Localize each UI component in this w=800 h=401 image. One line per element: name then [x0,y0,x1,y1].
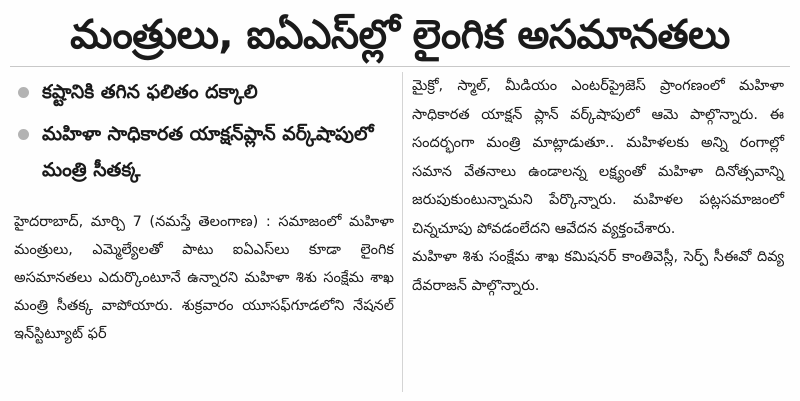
bullet-text: కష్టానికి తగిన ఫలితం దక్కాలి [42,81,258,103]
headline-divider [10,66,790,67]
right-column [412,72,784,300]
article-body-left: హైదరాబాద్, మార్చి 7 (నమస్తే తెలంగాణ) : సమాజంలో మహిళా మంత్రులు, ఎమ్మెల్యేలతో పాటు ఐఏఎస్‌లు కూడా లైంగిక అసమానతలు ఎదుర్కొంటూనే ఉన్నారని మహిళా శిశు సంక్షేమ శాఖ మంత్రి సీతక్క వాపోయారు. శుక్రవారం యూసఫ్‌గూడలోని నేషనల్ ఇన్‌స్టిట్యూట్ ఫర్ [14,214,394,342]
highlight-bullet [12,116,400,196]
article-headline: మంత్రులు, ఐఏఎస్‌ల్లో లైంగిక అసమానతలు [70,12,730,58]
bullet-text: మహిళా సాధికారత యాక్షన్‌ప్లాన్ వర్క్‌షాపులో మంత్రి సీతక్క [42,123,374,181]
article-body-right-closing: మహిళా శిశు సంక్షేమ శాఖ కమిషనర్ కాంతివెస్లీ, సెర్ప్ సీఈవో దివ్య దేవరాజన్ పాల్గొన్నారు. [412,249,784,294]
column-divider [402,72,403,392]
article-body-right: మైక్రో, స్మాల్, మీడియం ఎంటర్‌ప్రైజెస్ ప్రాంగణంలో మహిళా సాధికారత యాక్షన్ ప్లాన్ వర్క్‌షాపులో ఆమె పాల్గొన్నారు. ఈ సందర్భంగా మంత్రి మాట్లాడుతూ.. మహిళలకు అన్ని రంగాల్లో సమాన వేతనాలు ఉండాలన్న లక్ష్యంతో మహిళా దినోత్సవాన్ని జరుపుకుంటున్నామని పేర్కొన్నారు. మహిళల పట్లసమాజంలో చిన్నచూపు పోవడంలేదని ఆవేదన వ్యక్తంచేశారు. [412,78,784,237]
bullet-dot-icon [18,129,29,140]
highlight-bullet [12,74,400,110]
left-column [10,70,400,396]
bullet-dot-icon [18,87,29,98]
